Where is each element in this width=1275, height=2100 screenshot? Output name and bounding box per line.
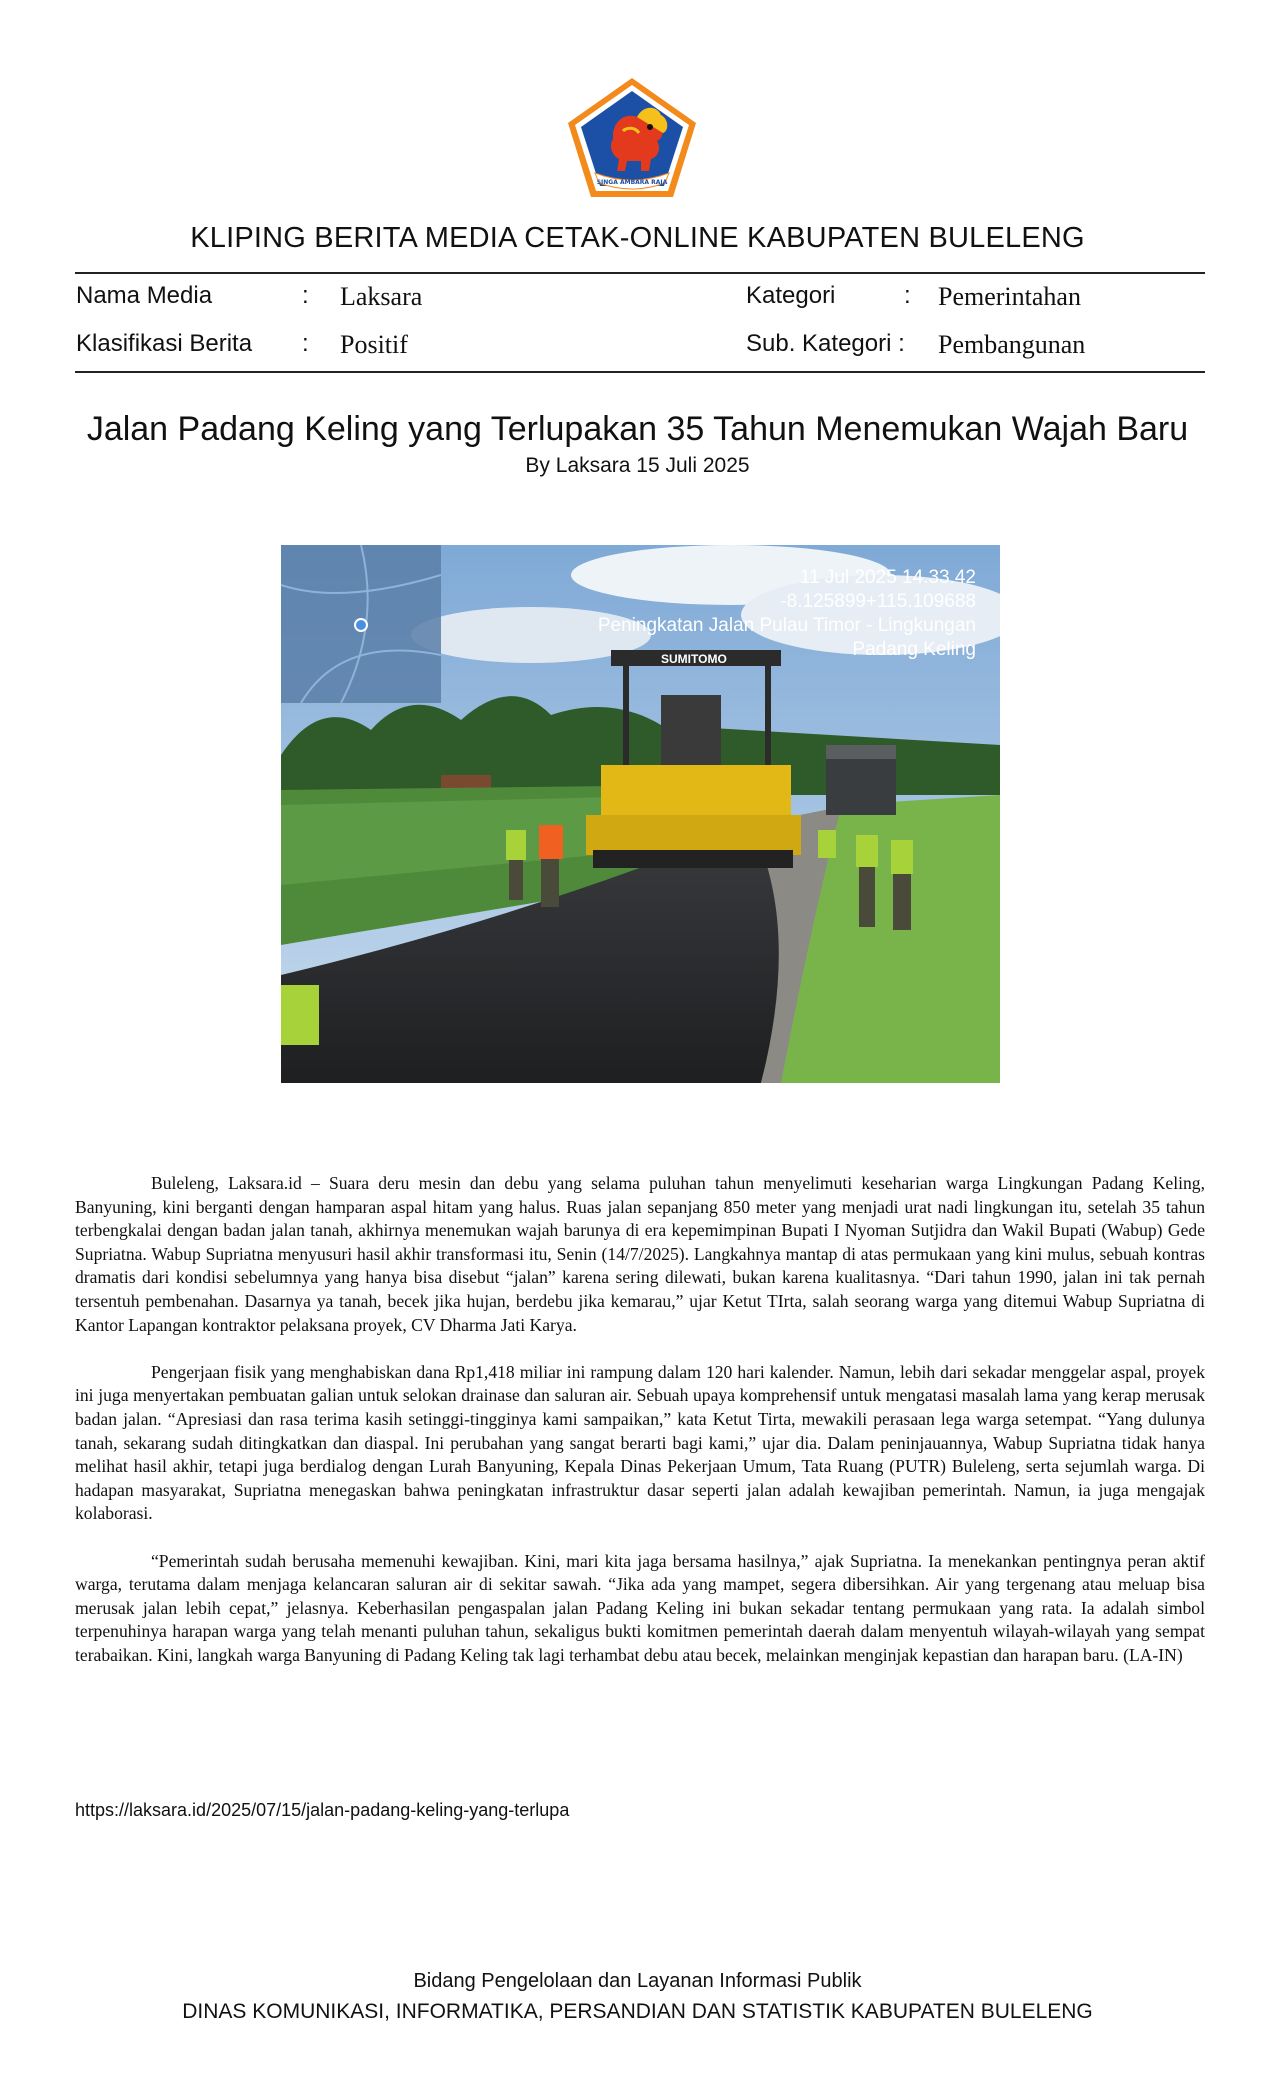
machine-brand: SUMITOMO (661, 652, 727, 666)
kategori-value: Pemerintahan (938, 282, 1081, 311)
kategori-label: Kategori (746, 282, 836, 309)
nama-media-colon: : (302, 282, 309, 309)
photo-caption-line1: Peningkatan Jalan Pulau Timor - Lingkungan (597, 615, 976, 636)
footer-agency: DINAS KOMUNIKASI, INFORMATIKA, PERSANDIAN DAN STATISTIK KABUPATEN BULELENG (182, 2000, 1093, 2023)
article-paragraph-2: Pengerjaan fisik yang menghabiskan dana Rp1,418 miliar ini rampung dalam 120 hari kalender. Namun, lebih dari sekadar menggelar aspal, proyek ini juga menyertakan pembuatan galian untuk selokan drainase dan saluran air. Sebuah upaya komprehensif untuk mengatasi masalah lama yang kerap merusak badan jalan. “Apresiasi dan rasa terima kasih setinggi-tingginya kami sampaikan,” kata Ketut Tirta, mewakili perasaan lega warga setempat. “Yang dulunya tanah, sekarang sudah ditingkatkan dan diaspal. Ini perubahan yang sangat berarti bagi kami,” ujar dia. Dalam peninjauannya, Wabup Supriatna tidak hanya melihat hasil akhir, tetapi juga berdialog dengan Lurah Banyuning, Kepala Dinas Pekerjaan Umum, Tata Ruang (PUTR) Buleleng, serta sejumlah warga. Di hadapan masyarakat, Supriatna menegaskan bahwa peningkatan infrastruktur dasar seperti jalan adalah kewajiban pemerintah. Namun, ia juga mengajak kolaborasi. (75, 1361, 1205, 1524)
photo-caption-line2: Padang Keling (852, 639, 976, 660)
klasifikasi-label: Klasifikasi Berita (76, 330, 253, 357)
document-title: KLIPING BERITA MEDIA CETAK-ONLINE KABUPATEN BULELENG (190, 222, 1085, 254)
article-paragraph-3: “Pemerintah sudah berusaha memenuhi kewajiban. Kini, mari kita jaga bersama hasilnya,” ajak Supriatna. Ia menekankan pentingnya peran aktif warga, terutama dalam menjaga kelancaran saluran air di sekitar sawah. “Jika ada yang mampet, segera dibersihkan. Air yang tergenang atau meluap bisa merusak jalan lebih cepat,” jelasnya. Keberhasilan pengaspalan jalan Padang Keling ini bukan sekadar tentang permukaan yang rata. Ia adalah simbol terpenuhinya harapan warga yang telah menanti puluhan tahun, sekaligus bukti komitmen pemerintah daerah dalam menyentuh wilayah-wilayah yang sempat terabaikan. Kini, langkah warga Banyuning di Padang Keling tak lagi terhambat debu atau becek, melainkan menginjak kepastian dan harapan baru. (LA-IN) (75, 1550, 1205, 1665)
article-byline: By Laksara 15 Juli 2025 (525, 454, 750, 477)
nama-media-value: Laksara (340, 282, 423, 311)
klasifikasi-colon: : (302, 330, 309, 357)
article-paragraph-1: Buleleng, Laksara.id – Suara deru mesin dan debu yang selama puluhan tahun menyelimuti keseharian warga Lingkungan Padang Keling, Banyuning, kini berganti dengan hamparan aspal hitam yang halus. Ruas jalan sepanjang 850 meter yang menjadi urat nadi lingkungan itu, setelah 35 tahun terbengkalai dengan badan jalan tanah, akhirnya menemukan wajah barunya di era kepemimpinan Bupati I Nyoman Sutjidra dan Wakil Bupati (Wabup) Gede Supriatna. Wabup Supriatna menyusuri hasil akhir transformasi itu, Senin (14/7/2025). Langkahnya mantap di atas permukaan yang kini mulus, sebuah kontras dramatis dari kondisi sebelumnya yang hanya bisa disebut “jalan” karena sering dilewati, bukan karena kualitasnya. “Dari tahun 1990, jalan ini tak pernah tersentuh pembenahan. Dasarnya ya tanah, becek jika hujan, berdebu jika kemarau,” ujar Ketut TIrta, salah seorang warga yang ditemui Wabup Supriatna di Kantor Lapangan kontraktor pelaksana proyek, CV Dharma Jati Karya. (75, 1173, 1205, 1335)
article-photo (281, 545, 1000, 1083)
source-link[interactable]: https://laksara.id/2025/07/15/jalan-padang-keling-yang-terlupa (75, 1800, 570, 1820)
article-body (75, 1172, 1205, 1691)
sub-kategori-value: Pembangunan (938, 330, 1086, 359)
divider-bottom (75, 371, 1205, 373)
photo-coordinates: -8.125899+115.109688 (780, 591, 976, 612)
divider-top (75, 272, 1205, 274)
buleleng-crest-logo (565, 75, 699, 200)
article-headline: Jalan Padang Keling yang Terlupakan 35 Tahun Menemukan Wajah Baru (86, 410, 1189, 448)
nama-media-label: Nama Media (76, 282, 213, 309)
footer-department: Bidang Pengelolaan dan Layanan Informasi Publik (413, 1970, 862, 1992)
sub-kategori-label: Sub. Kategori : (746, 330, 905, 357)
kategori-colon: : (904, 282, 911, 309)
klasifikasi-value: Positif (340, 330, 408, 359)
logo-motto: SINGA AMBARA RAJA (596, 179, 668, 186)
photo-timestamp: 11 Jul 2025 14.33.42 (799, 567, 976, 588)
